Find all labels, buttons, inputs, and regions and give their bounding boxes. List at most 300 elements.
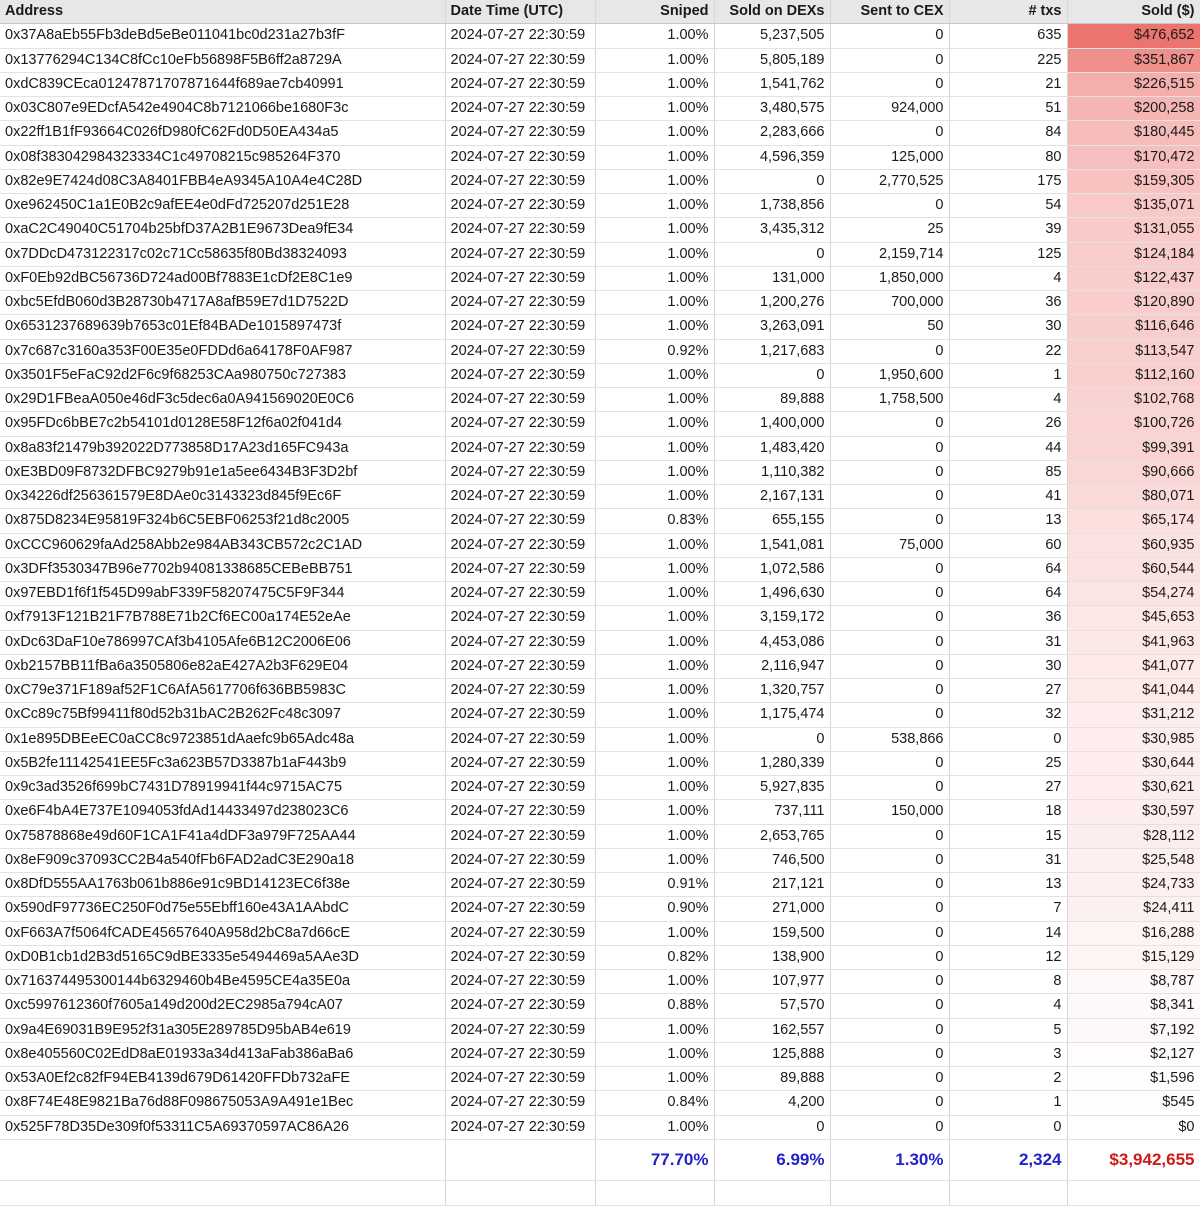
cell-sold-on-dexs[interactable]: 162,557 — [714, 1018, 830, 1042]
cell-address[interactable]: 0x590dF97736EC250F0d75e55Ebff160e43A1AAbdC — [0, 897, 445, 921]
cell-datetime[interactable]: 2024-07-27 22:30:59 — [445, 654, 595, 678]
cell-sent-to-cex[interactable]: 0 — [830, 703, 949, 727]
cell-address[interactable]: 0x9a4E69031B9E952f31a305E289785D95bAB4e619 — [0, 1018, 445, 1042]
cell-sold-usd[interactable]: $180,445 — [1067, 121, 1200, 145]
cell-sold-on-dexs[interactable]: 1,496,630 — [714, 582, 830, 606]
cell-sniped[interactable]: 1.00% — [595, 1067, 714, 1091]
cell-txs[interactable]: 36 — [949, 291, 1067, 315]
cell-address[interactable]: 0x22ff1B1fF93664C026fD980fC62Fd0D50EA434a5 — [0, 121, 445, 145]
cell-txs[interactable]: 85 — [949, 460, 1067, 484]
cell-sniped[interactable]: 1.00% — [595, 315, 714, 339]
cell-sold-usd[interactable]: $54,274 — [1067, 582, 1200, 606]
cell-txs[interactable]: 175 — [949, 169, 1067, 193]
cell-address[interactable]: 0xF663A7f5064fCADE45657640A958d2bC8a7d66cE — [0, 921, 445, 945]
cell-datetime[interactable]: 2024-07-27 22:30:59 — [445, 72, 595, 96]
cell-address[interactable]: 0x8eF909c37093CC2B4a540fFb6FAD2adC3E290a18 — [0, 848, 445, 872]
cell-txs[interactable]: 7 — [949, 897, 1067, 921]
column-header-sent-to-cex[interactable]: Sent to CEX — [830, 0, 949, 24]
cell-sniped[interactable]: 1.00% — [595, 266, 714, 290]
cell-sold-on-dexs[interactable]: 107,977 — [714, 970, 830, 994]
cell-sent-to-cex[interactable]: 0 — [830, 412, 949, 436]
cell-txs[interactable]: 54 — [949, 194, 1067, 218]
cell-sold-on-dexs[interactable]: 5,805,189 — [714, 48, 830, 72]
cell-sold-on-dexs[interactable]: 1,072,586 — [714, 557, 830, 581]
cell-sold-on-dexs[interactable]: 131,000 — [714, 266, 830, 290]
cell-sold-usd[interactable]: $7,192 — [1067, 1018, 1200, 1042]
cell-sent-to-cex[interactable]: 0 — [830, 873, 949, 897]
cell-sold-usd[interactable]: $31,212 — [1067, 703, 1200, 727]
cell-address[interactable]: 0xCc89c75Bf99411f80d52b31bAC2B262Fc48c3097 — [0, 703, 445, 727]
cell-address[interactable]: 0x8e405560C02EdD8aE01933a34d413aFab386aBa6 — [0, 1042, 445, 1066]
cell-sent-to-cex[interactable]: 0 — [830, 1067, 949, 1091]
cell-sold-on-dexs[interactable]: 2,283,666 — [714, 121, 830, 145]
cell-sent-to-cex[interactable]: 700,000 — [830, 291, 949, 315]
cell-datetime[interactable]: 2024-07-27 22:30:59 — [445, 873, 595, 897]
empty-cell[interactable] — [1067, 1180, 1200, 1205]
cell-sniped[interactable]: 1.00% — [595, 145, 714, 169]
cell-sold-usd[interactable]: $24,733 — [1067, 873, 1200, 897]
cell-sold-usd[interactable]: $100,726 — [1067, 412, 1200, 436]
cell-sniped[interactable]: 1.00% — [595, 388, 714, 412]
cell-sent-to-cex[interactable]: 125,000 — [830, 145, 949, 169]
cell-address[interactable]: 0xe962450C1a1E0B2c9afEE4e0dFd725207d251E28 — [0, 194, 445, 218]
cell-txs[interactable]: 5 — [949, 1018, 1067, 1042]
cell-sent-to-cex[interactable]: 0 — [830, 1115, 949, 1139]
cell-sold-on-dexs[interactable]: 3,159,172 — [714, 606, 830, 630]
cell-sniped[interactable]: 1.00% — [595, 485, 714, 509]
cell-txs[interactable]: 31 — [949, 630, 1067, 654]
cell-sent-to-cex[interactable]: 538,866 — [830, 727, 949, 751]
cell-sniped[interactable]: 1.00% — [595, 679, 714, 703]
cell-sent-to-cex[interactable]: 0 — [830, 654, 949, 678]
cell-sold-usd[interactable]: $131,055 — [1067, 218, 1200, 242]
cell-txs[interactable]: 13 — [949, 509, 1067, 533]
cell-sold-usd[interactable]: $226,515 — [1067, 72, 1200, 96]
cell-sent-to-cex[interactable]: 25 — [830, 218, 949, 242]
cell-sold-usd[interactable]: $80,071 — [1067, 485, 1200, 509]
cell-sent-to-cex[interactable]: 75,000 — [830, 533, 949, 557]
cell-txs[interactable]: 64 — [949, 582, 1067, 606]
cell-sold-on-dexs[interactable]: 217,121 — [714, 873, 830, 897]
cell-txs[interactable]: 84 — [949, 121, 1067, 145]
cell-datetime[interactable]: 2024-07-27 22:30:59 — [445, 703, 595, 727]
cell-address[interactable]: 0x34226df256361579E8DAe0c3143323d845f9Ec6F — [0, 485, 445, 509]
cell-sent-to-cex[interactable]: 924,000 — [830, 97, 949, 121]
cell-txs[interactable]: 15 — [949, 824, 1067, 848]
cell-datetime[interactable]: 2024-07-27 22:30:59 — [445, 363, 595, 387]
cell-sold-on-dexs[interactable]: 2,653,765 — [714, 824, 830, 848]
cell-address[interactable]: 0xaC2C49040C51704b25bfD37A2B1E9673Dea9fE34 — [0, 218, 445, 242]
cell-sold-usd[interactable]: $113,547 — [1067, 339, 1200, 363]
cell-sold-usd[interactable]: $16,288 — [1067, 921, 1200, 945]
cell-address[interactable]: 0x8DfD555AA1763b061b886e91c9BD14123EC6f38e — [0, 873, 445, 897]
cell-sold-usd[interactable]: $135,071 — [1067, 194, 1200, 218]
cell-sent-to-cex[interactable]: 0 — [830, 485, 949, 509]
cell-sent-to-cex[interactable]: 0 — [830, 606, 949, 630]
cell-datetime[interactable]: 2024-07-27 22:30:59 — [445, 194, 595, 218]
cell-sold-on-dexs[interactable]: 4,596,359 — [714, 145, 830, 169]
cell-address[interactable]: 0x9c3ad3526f699bC7431D78919941f44c9715AC75 — [0, 776, 445, 800]
cell-address[interactable]: 0xF0Eb92dBC56736D724ad00Bf7883E1cDf2E8C1e9 — [0, 266, 445, 290]
cell-sold-on-dexs[interactable]: 5,237,505 — [714, 24, 830, 48]
empty-cell[interactable] — [445, 1180, 595, 1205]
cell-txs[interactable]: 4 — [949, 388, 1067, 412]
cell-address[interactable]: 0xE3BD09F8732DFBC9279b91e1a5ee6434B3F3D2bf — [0, 460, 445, 484]
totals-cell-sent-to-cex[interactable]: 1.30% — [830, 1139, 949, 1180]
totals-cell-address[interactable] — [0, 1139, 445, 1180]
cell-sniped[interactable]: 1.00% — [595, 436, 714, 460]
cell-sold-on-dexs[interactable]: 1,541,081 — [714, 533, 830, 557]
cell-datetime[interactable]: 2024-07-27 22:30:59 — [445, 291, 595, 315]
cell-sold-on-dexs[interactable]: 3,435,312 — [714, 218, 830, 242]
cell-sent-to-cex[interactable]: 0 — [830, 679, 949, 703]
cell-datetime[interactable]: 2024-07-27 22:30:59 — [445, 533, 595, 557]
cell-address[interactable]: 0x875D8234E95819F324b6C5EBF06253f21d8c2005 — [0, 509, 445, 533]
cell-sold-usd[interactable]: $30,644 — [1067, 751, 1200, 775]
cell-sniped[interactable]: 0.84% — [595, 1091, 714, 1115]
cell-sold-usd[interactable]: $124,184 — [1067, 242, 1200, 266]
cell-datetime[interactable]: 2024-07-27 22:30:59 — [445, 97, 595, 121]
cell-txs[interactable]: 14 — [949, 921, 1067, 945]
cell-sold-on-dexs[interactable]: 125,888 — [714, 1042, 830, 1066]
cell-txs[interactable]: 44 — [949, 436, 1067, 460]
cell-sold-usd[interactable]: $0 — [1067, 1115, 1200, 1139]
cell-sold-usd[interactable]: $122,437 — [1067, 266, 1200, 290]
column-header-datetime[interactable]: Date Time (UTC) — [445, 0, 595, 24]
cell-sent-to-cex[interactable]: 0 — [830, 72, 949, 96]
cell-datetime[interactable]: 2024-07-27 22:30:59 — [445, 582, 595, 606]
cell-sniped[interactable]: 1.00% — [595, 363, 714, 387]
cell-txs[interactable]: 80 — [949, 145, 1067, 169]
cell-sniped[interactable]: 1.00% — [595, 606, 714, 630]
cell-datetime[interactable]: 2024-07-27 22:30:59 — [445, 388, 595, 412]
cell-sold-usd[interactable]: $24,411 — [1067, 897, 1200, 921]
cell-sold-on-dexs[interactable]: 1,110,382 — [714, 460, 830, 484]
cell-sold-on-dexs[interactable]: 0 — [714, 242, 830, 266]
cell-datetime[interactable]: 2024-07-27 22:30:59 — [445, 460, 595, 484]
cell-txs[interactable]: 8 — [949, 970, 1067, 994]
cell-txs[interactable]: 635 — [949, 24, 1067, 48]
cell-datetime[interactable]: 2024-07-27 22:30:59 — [445, 897, 595, 921]
cell-sold-usd[interactable]: $30,597 — [1067, 800, 1200, 824]
cell-sold-usd[interactable]: $112,160 — [1067, 363, 1200, 387]
cell-sent-to-cex[interactable]: 50 — [830, 315, 949, 339]
cell-datetime[interactable]: 2024-07-27 22:30:59 — [445, 824, 595, 848]
cell-txs[interactable]: 4 — [949, 266, 1067, 290]
cell-sold-usd[interactable]: $28,112 — [1067, 824, 1200, 848]
cell-txs[interactable]: 31 — [949, 848, 1067, 872]
cell-sold-on-dexs[interactable]: 89,888 — [714, 1067, 830, 1091]
cell-sent-to-cex[interactable]: 0 — [830, 48, 949, 72]
cell-sent-to-cex[interactable]: 150,000 — [830, 800, 949, 824]
cell-address[interactable]: 0x8F74E48E9821Ba76d88F098675053A9A491e1Bec — [0, 1091, 445, 1115]
column-header-sniped[interactable]: Sniped — [595, 0, 714, 24]
column-header-sold-usd[interactable]: Sold ($) — [1067, 0, 1200, 24]
cell-sold-on-dexs[interactable]: 3,263,091 — [714, 315, 830, 339]
cell-sold-on-dexs[interactable]: 0 — [714, 169, 830, 193]
cell-sold-usd[interactable]: $8,787 — [1067, 970, 1200, 994]
cell-sold-usd[interactable]: $60,935 — [1067, 533, 1200, 557]
cell-sent-to-cex[interactable]: 1,850,000 — [830, 266, 949, 290]
cell-sold-on-dexs[interactable]: 57,570 — [714, 994, 830, 1018]
cell-sold-on-dexs[interactable]: 0 — [714, 1115, 830, 1139]
cell-sold-usd[interactable]: $41,077 — [1067, 654, 1200, 678]
totals-cell-datetime[interactable] — [445, 1139, 595, 1180]
cell-sniped[interactable]: 1.00% — [595, 970, 714, 994]
cell-address[interactable]: 0x8a83f21479b392022D773858D17A23d165FC943a — [0, 436, 445, 460]
cell-datetime[interactable]: 2024-07-27 22:30:59 — [445, 751, 595, 775]
cell-sent-to-cex[interactable]: 0 — [830, 921, 949, 945]
totals-cell-txs[interactable]: 2,324 — [949, 1139, 1067, 1180]
cell-address[interactable]: 0x08f383042984323334C1c49708215c985264F370 — [0, 145, 445, 169]
cell-sent-to-cex[interactable]: 0 — [830, 194, 949, 218]
cell-txs[interactable]: 32 — [949, 703, 1067, 727]
cell-txs[interactable]: 12 — [949, 945, 1067, 969]
cell-sniped[interactable]: 0.83% — [595, 509, 714, 533]
cell-sold-on-dexs[interactable]: 0 — [714, 363, 830, 387]
cell-sniped[interactable]: 1.00% — [595, 703, 714, 727]
cell-sold-on-dexs[interactable]: 2,167,131 — [714, 485, 830, 509]
cell-sold-on-dexs[interactable]: 1,483,420 — [714, 436, 830, 460]
cell-sold-usd[interactable]: $15,129 — [1067, 945, 1200, 969]
cell-sold-usd[interactable]: $351,867 — [1067, 48, 1200, 72]
cell-datetime[interactable]: 2024-07-27 22:30:59 — [445, 848, 595, 872]
cell-address[interactable]: 0xf7913F121B21F7B788E71b2Cf6EC00a174E52eAe — [0, 606, 445, 630]
cell-sold-on-dexs[interactable]: 1,217,683 — [714, 339, 830, 363]
cell-sent-to-cex[interactable]: 0 — [830, 1091, 949, 1115]
cell-sniped[interactable]: 1.00% — [595, 169, 714, 193]
cell-sent-to-cex[interactable]: 0 — [830, 945, 949, 969]
cell-sniped[interactable]: 1.00% — [595, 48, 714, 72]
cell-sniped[interactable]: 1.00% — [595, 727, 714, 751]
cell-address[interactable]: 0xc5997612360f7605a149d200d2EC2985a794cA07 — [0, 994, 445, 1018]
empty-cell[interactable] — [595, 1180, 714, 1205]
cell-sold-usd[interactable]: $8,341 — [1067, 994, 1200, 1018]
cell-address[interactable]: 0xCCC960629faAd258Abb2e984AB343CB572c2C1AD — [0, 533, 445, 557]
cell-sold-on-dexs[interactable]: 5,927,835 — [714, 776, 830, 800]
cell-datetime[interactable]: 2024-07-27 22:30:59 — [445, 242, 595, 266]
cell-sold-usd[interactable]: $2,127 — [1067, 1042, 1200, 1066]
cell-address[interactable]: 0x3DFf3530347B96e7702b94081338685CEBeBB751 — [0, 557, 445, 581]
cell-datetime[interactable]: 2024-07-27 22:30:59 — [445, 776, 595, 800]
cell-txs[interactable]: 1 — [949, 363, 1067, 387]
cell-sniped[interactable]: 1.00% — [595, 1018, 714, 1042]
cell-sold-on-dexs[interactable]: 1,320,757 — [714, 679, 830, 703]
cell-datetime[interactable]: 2024-07-27 22:30:59 — [445, 509, 595, 533]
empty-cell[interactable] — [0, 1180, 445, 1205]
cell-datetime[interactable]: 2024-07-27 22:30:59 — [445, 121, 595, 145]
cell-address[interactable]: 0x1e895DBEeEC0aCC8c9723851dAaefc9b65Adc48a — [0, 727, 445, 751]
column-header-txs[interactable]: # txs — [949, 0, 1067, 24]
column-header-address[interactable]: Address — [0, 0, 445, 24]
cell-sent-to-cex[interactable]: 0 — [830, 630, 949, 654]
cell-sold-on-dexs[interactable]: 655,155 — [714, 509, 830, 533]
cell-address[interactable]: 0x6531237689639b7653c01Ef84BADe1015897473f — [0, 315, 445, 339]
cell-sniped[interactable]: 1.00% — [595, 848, 714, 872]
cell-address[interactable]: 0x5B2fe11142541EE5Fc3a623B57D3387b1aF443b9 — [0, 751, 445, 775]
cell-txs[interactable]: 1 — [949, 1091, 1067, 1115]
cell-txs[interactable]: 4 — [949, 994, 1067, 1018]
cell-sold-usd[interactable]: $200,258 — [1067, 97, 1200, 121]
cell-sniped[interactable]: 0.90% — [595, 897, 714, 921]
cell-sniped[interactable]: 1.00% — [595, 291, 714, 315]
cell-sold-on-dexs[interactable]: 138,900 — [714, 945, 830, 969]
cell-address[interactable]: 0x3501F5eFaC92d2F6c9f68253CAa980750c727383 — [0, 363, 445, 387]
cell-sniped[interactable]: 0.92% — [595, 339, 714, 363]
totals-cell-sniped[interactable]: 77.70% — [595, 1139, 714, 1180]
cell-sniped[interactable]: 1.00% — [595, 412, 714, 436]
cell-sent-to-cex[interactable]: 0 — [830, 897, 949, 921]
cell-address[interactable]: 0xDc63DaF10e786997CAf3b4105Afe6B12C2006E06 — [0, 630, 445, 654]
cell-datetime[interactable]: 2024-07-27 22:30:59 — [445, 24, 595, 48]
cell-datetime[interactable]: 2024-07-27 22:30:59 — [445, 169, 595, 193]
cell-sold-on-dexs[interactable]: 1,400,000 — [714, 412, 830, 436]
cell-sniped[interactable]: 1.00% — [595, 24, 714, 48]
cell-datetime[interactable]: 2024-07-27 22:30:59 — [445, 994, 595, 1018]
cell-sent-to-cex[interactable]: 1,950,600 — [830, 363, 949, 387]
totals-cell-sold-usd[interactable]: $3,942,655 — [1067, 1139, 1200, 1180]
cell-sent-to-cex[interactable]: 0 — [830, 751, 949, 775]
cell-sold-usd[interactable]: $102,768 — [1067, 388, 1200, 412]
cell-sold-usd[interactable]: $116,646 — [1067, 315, 1200, 339]
cell-sold-usd[interactable]: $25,548 — [1067, 848, 1200, 872]
cell-address[interactable]: 0xbc5EfdB060d3B28730b4717A8afB59E7d1D7522D — [0, 291, 445, 315]
cell-sent-to-cex[interactable]: 0 — [830, 1018, 949, 1042]
cell-sold-on-dexs[interactable]: 89,888 — [714, 388, 830, 412]
cell-sent-to-cex[interactable]: 0 — [830, 970, 949, 994]
cell-txs[interactable]: 30 — [949, 654, 1067, 678]
cell-sold-on-dexs[interactable]: 1,738,856 — [714, 194, 830, 218]
cell-txs[interactable]: 2 — [949, 1067, 1067, 1091]
cell-sniped[interactable]: 1.00% — [595, 824, 714, 848]
cell-sold-usd[interactable]: $99,391 — [1067, 436, 1200, 460]
empty-cell[interactable] — [714, 1180, 830, 1205]
cell-sniped[interactable]: 0.91% — [595, 873, 714, 897]
cell-txs[interactable]: 30 — [949, 315, 1067, 339]
cell-txs[interactable]: 13 — [949, 873, 1067, 897]
cell-sold-on-dexs[interactable]: 0 — [714, 727, 830, 751]
cell-datetime[interactable]: 2024-07-27 22:30:59 — [445, 630, 595, 654]
cell-sniped[interactable]: 1.00% — [595, 460, 714, 484]
cell-sniped[interactable]: 1.00% — [595, 630, 714, 654]
cell-datetime[interactable]: 2024-07-27 22:30:59 — [445, 727, 595, 751]
cell-sold-on-dexs[interactable]: 737,111 — [714, 800, 830, 824]
cell-datetime[interactable]: 2024-07-27 22:30:59 — [445, 218, 595, 242]
cell-sold-usd[interactable]: $30,621 — [1067, 776, 1200, 800]
cell-sold-on-dexs[interactable]: 3,480,575 — [714, 97, 830, 121]
totals-cell-sold-on-dexs[interactable]: 6.99% — [714, 1139, 830, 1180]
cell-txs[interactable]: 51 — [949, 97, 1067, 121]
cell-datetime[interactable]: 2024-07-27 22:30:59 — [445, 1042, 595, 1066]
column-header-sold-on-dexs[interactable]: Sold on DEXs — [714, 0, 830, 24]
cell-txs[interactable]: 64 — [949, 557, 1067, 581]
cell-sent-to-cex[interactable]: 0 — [830, 848, 949, 872]
cell-sniped[interactable]: 1.00% — [595, 751, 714, 775]
cell-sold-usd[interactable]: $41,963 — [1067, 630, 1200, 654]
cell-datetime[interactable]: 2024-07-27 22:30:59 — [445, 1067, 595, 1091]
cell-sniped[interactable]: 1.00% — [595, 72, 714, 96]
cell-sniped[interactable]: 1.00% — [595, 533, 714, 557]
cell-sold-usd[interactable]: $170,472 — [1067, 145, 1200, 169]
cell-datetime[interactable]: 2024-07-27 22:30:59 — [445, 339, 595, 363]
cell-sniped[interactable]: 1.00% — [595, 776, 714, 800]
cell-sold-on-dexs[interactable]: 746,500 — [714, 848, 830, 872]
cell-sold-usd[interactable]: $45,653 — [1067, 606, 1200, 630]
cell-address[interactable]: 0xb2157BB11fBa6a3505806e82aE427A2b3F629E04 — [0, 654, 445, 678]
cell-datetime[interactable]: 2024-07-27 22:30:59 — [445, 970, 595, 994]
cell-address[interactable]: 0xe6F4bA4E737E1094053fdAd14433497d238023C6 — [0, 800, 445, 824]
empty-cell[interactable] — [830, 1180, 949, 1205]
cell-address[interactable]: 0xdC839CEca01247871707871644f689ae7cb40991 — [0, 72, 445, 96]
cell-sold-usd[interactable]: $476,652 — [1067, 24, 1200, 48]
cell-txs[interactable]: 26 — [949, 412, 1067, 436]
cell-datetime[interactable]: 2024-07-27 22:30:59 — [445, 1115, 595, 1139]
cell-sniped[interactable]: 1.00% — [595, 1042, 714, 1066]
cell-sold-usd[interactable]: $41,044 — [1067, 679, 1200, 703]
cell-sold-on-dexs[interactable]: 1,280,339 — [714, 751, 830, 775]
cell-sold-usd[interactable]: $1,596 — [1067, 1067, 1200, 1091]
cell-datetime[interactable]: 2024-07-27 22:30:59 — [445, 1018, 595, 1042]
cell-sent-to-cex[interactable]: 0 — [830, 557, 949, 581]
cell-sold-on-dexs[interactable]: 271,000 — [714, 897, 830, 921]
cell-datetime[interactable]: 2024-07-27 22:30:59 — [445, 436, 595, 460]
cell-sent-to-cex[interactable]: 0 — [830, 994, 949, 1018]
cell-sent-to-cex[interactable]: 0 — [830, 824, 949, 848]
cell-sniped[interactable]: 1.00% — [595, 582, 714, 606]
cell-sold-on-dexs[interactable]: 4,200 — [714, 1091, 830, 1115]
cell-sold-on-dexs[interactable]: 1,175,474 — [714, 703, 830, 727]
cell-txs[interactable]: 0 — [949, 727, 1067, 751]
cell-address[interactable]: 0x525F78D35De309f0f53311C5A69370597AC86A26 — [0, 1115, 445, 1139]
cell-sold-on-dexs[interactable]: 159,500 — [714, 921, 830, 945]
cell-sniped[interactable]: 0.88% — [595, 994, 714, 1018]
cell-sent-to-cex[interactable]: 0 — [830, 1042, 949, 1066]
cell-sold-usd[interactable]: $545 — [1067, 1091, 1200, 1115]
cell-sold-usd[interactable]: $65,174 — [1067, 509, 1200, 533]
cell-address[interactable]: 0x95FDc6bBE7c2b54101d0128E58F12f6a02f041d4 — [0, 412, 445, 436]
cell-sniped[interactable]: 1.00% — [595, 218, 714, 242]
cell-address[interactable]: 0x29D1FBeaA050e46dF3c5dec6a0A941569020E0C6 — [0, 388, 445, 412]
cell-sent-to-cex[interactable]: 0 — [830, 339, 949, 363]
cell-sent-to-cex[interactable]: 0 — [830, 24, 949, 48]
cell-address[interactable]: 0x82e9E7424d08C3A8401FBB4eA9345A10A4e4C28D — [0, 169, 445, 193]
cell-datetime[interactable]: 2024-07-27 22:30:59 — [445, 48, 595, 72]
cell-sniped[interactable]: 1.00% — [595, 242, 714, 266]
cell-txs[interactable]: 3 — [949, 1042, 1067, 1066]
cell-txs[interactable]: 225 — [949, 48, 1067, 72]
cell-txs[interactable]: 125 — [949, 242, 1067, 266]
cell-txs[interactable]: 18 — [949, 800, 1067, 824]
cell-datetime[interactable]: 2024-07-27 22:30:59 — [445, 485, 595, 509]
cell-sniped[interactable]: 1.00% — [595, 1115, 714, 1139]
cell-datetime[interactable]: 2024-07-27 22:30:59 — [445, 945, 595, 969]
cell-txs[interactable]: 0 — [949, 1115, 1067, 1139]
cell-address[interactable]: 0x75878868e49d60F1CA1F41a4dDF3a979F725AA44 — [0, 824, 445, 848]
cell-sniped[interactable]: 1.00% — [595, 654, 714, 678]
cell-sent-to-cex[interactable]: 0 — [830, 509, 949, 533]
cell-datetime[interactable]: 2024-07-27 22:30:59 — [445, 1091, 595, 1115]
cell-address[interactable]: 0x716374495300144b6329460b4Be4595CE4a35E0a — [0, 970, 445, 994]
cell-txs[interactable]: 25 — [949, 751, 1067, 775]
cell-datetime[interactable]: 2024-07-27 22:30:59 — [445, 412, 595, 436]
cell-sold-usd[interactable]: $60,544 — [1067, 557, 1200, 581]
cell-sold-on-dexs[interactable]: 1,200,276 — [714, 291, 830, 315]
cell-txs[interactable]: 60 — [949, 533, 1067, 557]
cell-sniped[interactable]: 1.00% — [595, 557, 714, 581]
cell-sniped[interactable]: 1.00% — [595, 194, 714, 218]
cell-txs[interactable]: 21 — [949, 72, 1067, 96]
cell-address[interactable]: 0xC79e371F189af52F1C6AfA5617706f636BB5983C — [0, 679, 445, 703]
